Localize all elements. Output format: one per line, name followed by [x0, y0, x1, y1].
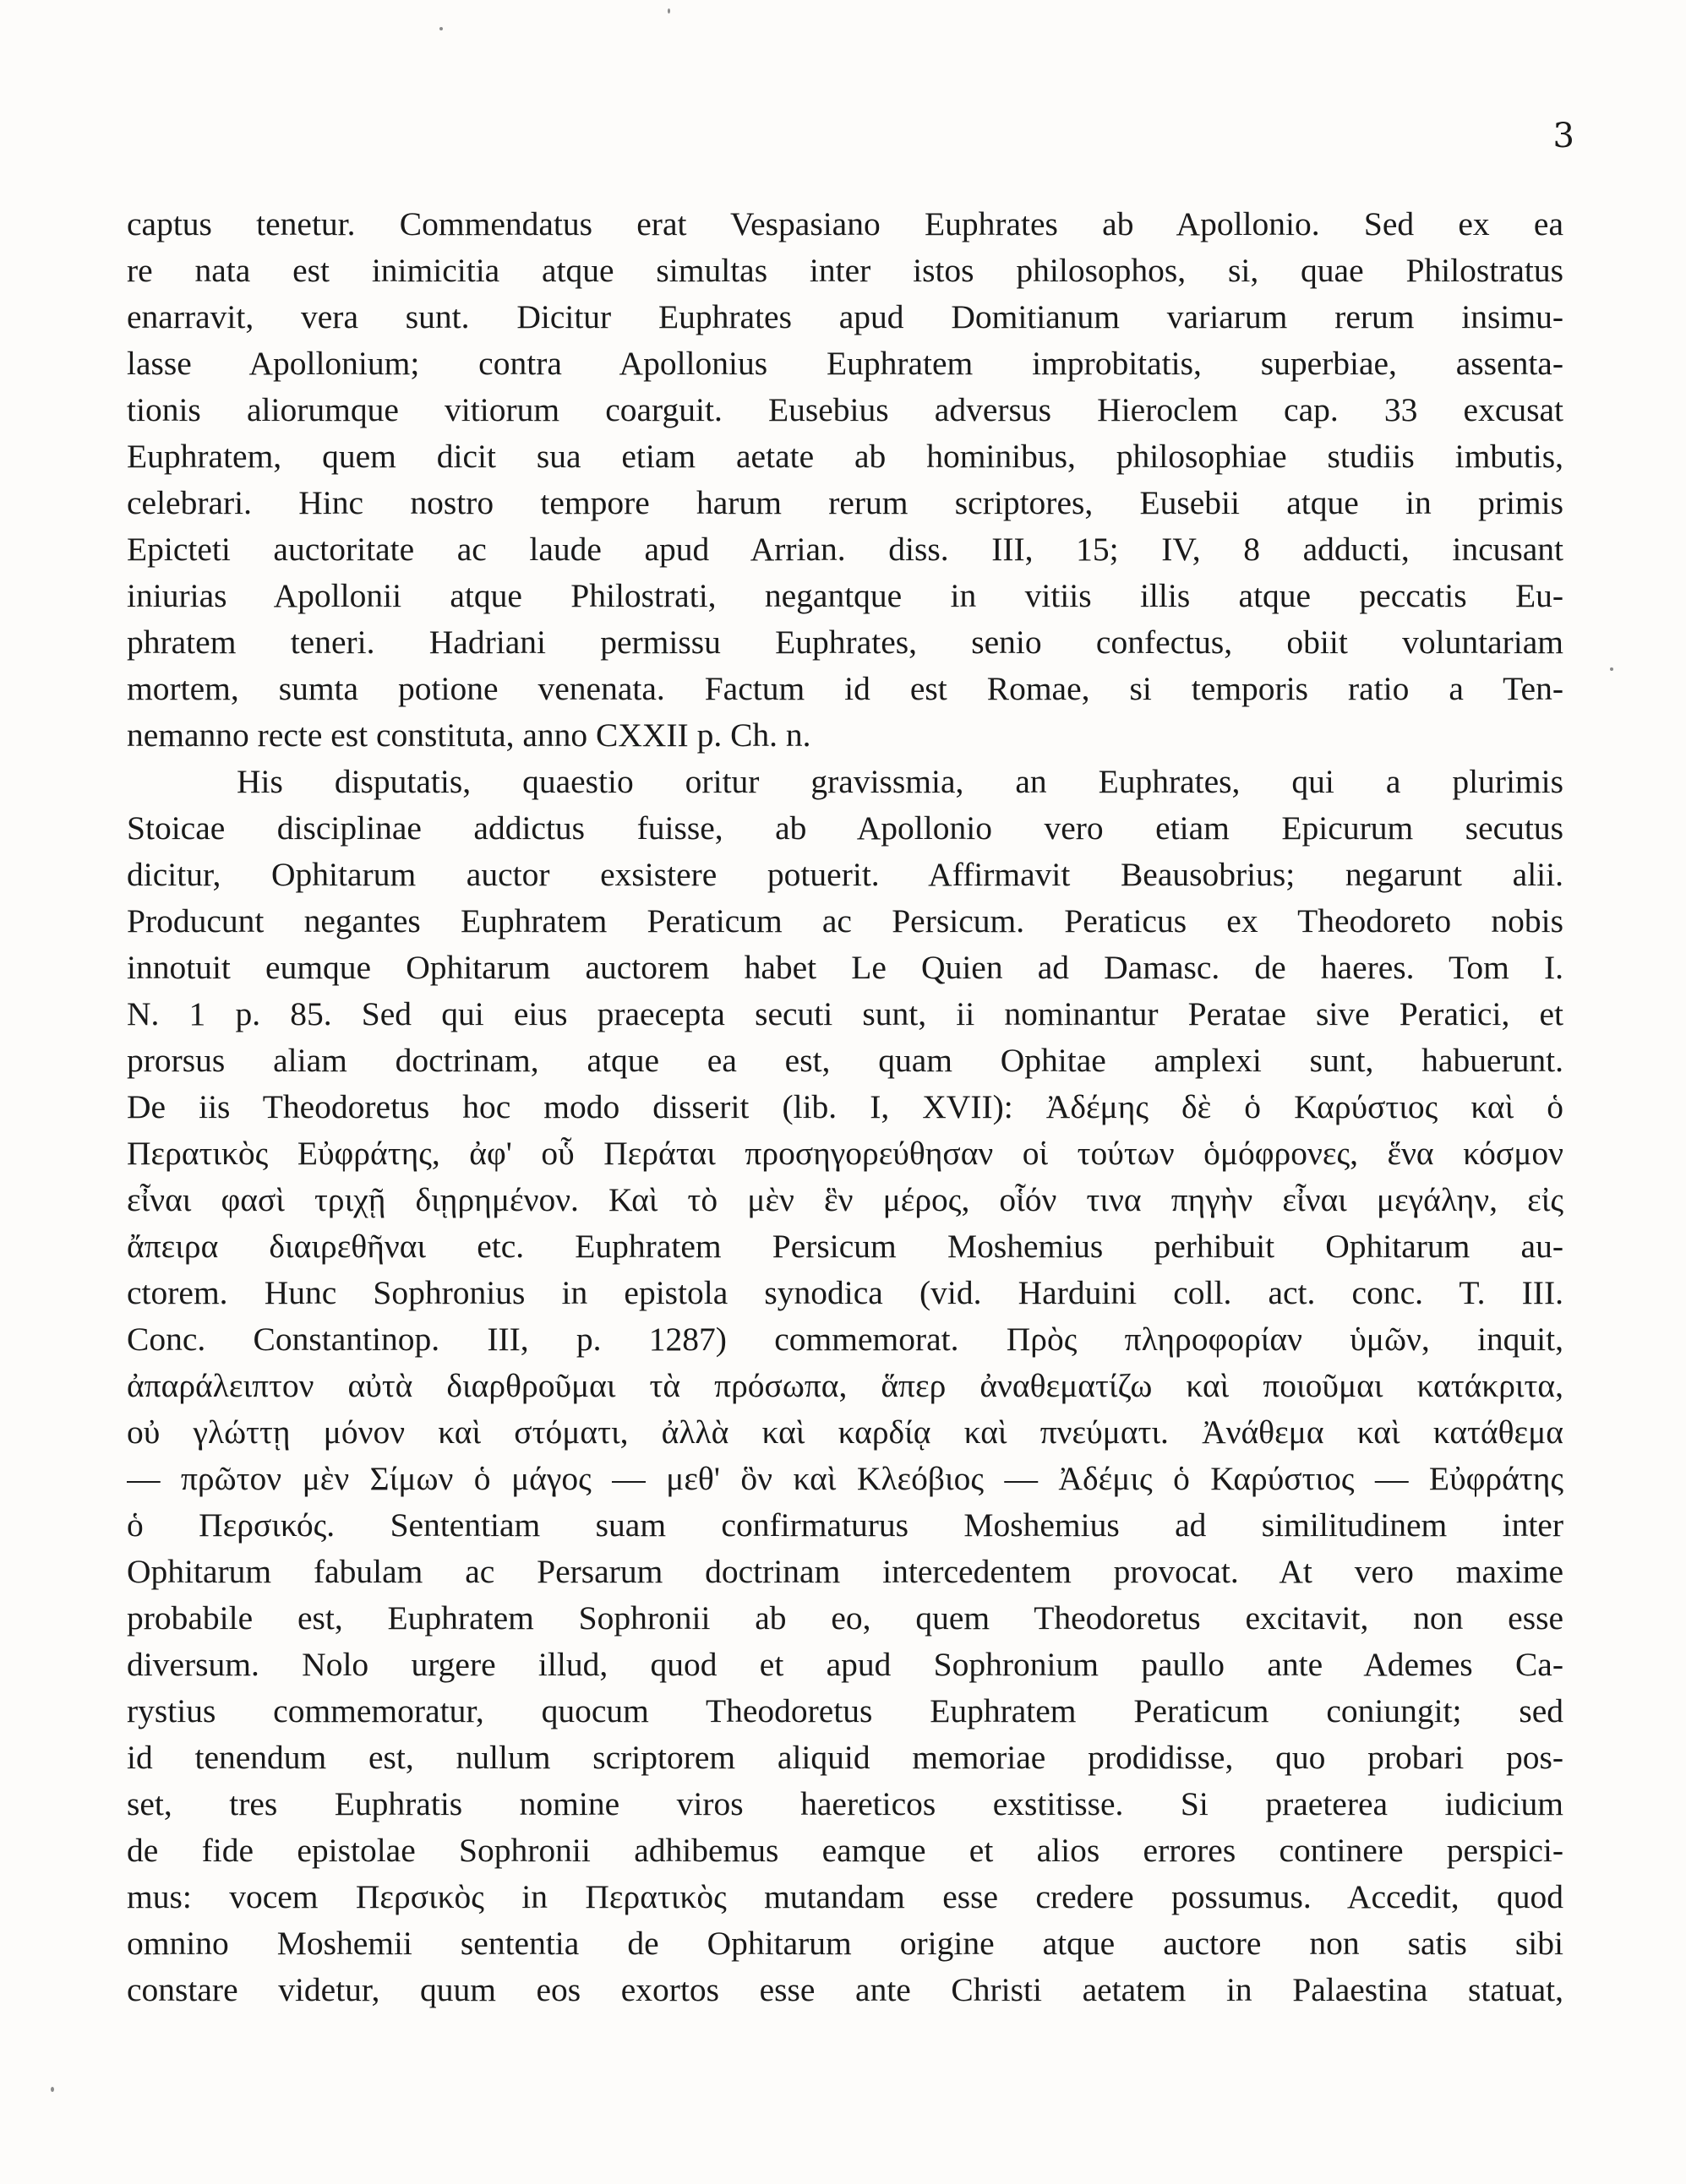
paper-speck [668, 8, 670, 14]
text-line: tionis aliorumque vitiorum coarguit. Eusebius adversus Hieroclem cap. 33 excusat [127, 391, 1563, 428]
text-line: Epicteti auctoritate ac laude apud Arrian. diss. III, 15; IV, 8 adducti, incusant [127, 531, 1563, 568]
text-line: phratem teneri. Hadriani permissu Euphrates, senio confectus, obiit voluntariam [127, 624, 1563, 661]
paragraph-end-line: nemanno recte est constituta, anno CXXII p. Ch. n. [127, 716, 811, 754]
text-line: constare videtur, quum eos exortos esse ante Christi aetatem in Palaestina statuat, [127, 1971, 1563, 2008]
text-line: ὁ Περσικός. Sententiam suam confirmaturus Moshemius ad similitudinem inter [127, 1506, 1563, 1544]
page-number: 3 [1552, 117, 1574, 155]
paper-speck [1610, 667, 1613, 671]
text-line: set, tres Euphratis nomine viros haereticos exstitisse. Si praeterea iudicium [127, 1785, 1563, 1822]
text-line: probabile est, Euphratem Sophronii ab eo, quem Theodoretus excitavit, non esse [127, 1599, 1563, 1637]
text-line: De iis Theodoretus hoc modo disserit (lib. I, XVII): Ἀδέμης δὲ ὁ Καρύστιος καὶ ὁ [127, 1088, 1563, 1125]
text-line: ἄπειρα διαιρεθῆναι etc. Euphratem Persicum Moshemius perhibuit Ophitarum au- [127, 1228, 1563, 1265]
text-line: re nata est inimicitia atque simultas inter istos philosophos, si, quae Philostratus [127, 252, 1563, 289]
text-line: diversum. Nolo urgere illud, quod et apud Sophronium paullo ante Ademes Ca- [127, 1646, 1563, 1683]
greek-line: εἶναι φασὶ τριχῇ διῃρημένον. Καὶ τὸ μὲν ἓν μέρος, οἷόν τινα πηγὴν εἶναι μεγάλην, εἰς [127, 1181, 1563, 1218]
text-line: mortem, sumta potione venenata. Factum id est Romae, si temporis ratio a Ten- [127, 670, 1563, 707]
text-line: N. 1 p. 85. Sed qui eius praecepta secuti sunt, ii nominantur Peratae sive Peratici, et [127, 995, 1563, 1032]
paper-speck [439, 27, 443, 30]
text-line: iniurias Apollonii atque Philostrati, negantque in vitiis illis atque peccatis Eu- [127, 577, 1563, 614]
paper-speck [51, 2087, 54, 2092]
greek-line: Περατικὸς Εὐφράτης, ἀφ' οὗ Περάται προσηγορεύθησαν οἱ τούτων ὁμόφρονες, ἕνα κόσμον [127, 1135, 1563, 1172]
text-line: Producunt negantes Euphratem Peraticum ac Persicum. Peraticus ex Theodoreto nobis [127, 902, 1563, 940]
text-line: mus: vocem Περσικὸς in Περατικὸς mutandam esse credere possumus. Accedit, quod [127, 1878, 1563, 1915]
text-line: ctorem. Hunc Sophronius in epistola synodica (vid. Harduini coll. act. conc. T. III. [127, 1274, 1563, 1311]
body-text [127, 201, 1563, 2013]
text-line: Stoicae disciplinae addictus fuisse, ab Apollonio vero etiam Epicurum secutus [127, 809, 1563, 847]
text-line: dicitur, Ophitarum auctor exsistere potuerit. Affirmavit Beausobrius; negarunt alii. [127, 856, 1563, 893]
text-line: Euphratem, quem dicit sua etiam aetate ab hominibus, philosophiae studiis imbutis, [127, 438, 1563, 475]
paragraph-start-line: His disputatis, quaestio oritur gravissmia, an Euphrates, qui a plurimis [237, 763, 1563, 800]
text-line: Ophitarum fabulam ac Persarum doctrinam intercedentem provocat. At vero maxime [127, 1553, 1563, 1590]
text-line: lasse Apollonium; contra Apollonius Euphratem improbitatis, superbiae, assenta- [127, 345, 1563, 382]
text-line: Conc. Constantinop. III, p. 1287) commemorat. Πρὸς πληροφορίαν ὑμῶν, inquit, [127, 1321, 1563, 1358]
text-line: de fide epistolae Sophronii adhibemus eamque et alios errores continere perspici- [127, 1832, 1563, 1869]
text-line: innotuit eumque Ophitarum auctorem habet Le Quien ad Damasc. de haeres. Tom I. [127, 949, 1563, 986]
text-line: enarravit, vera sunt. Dicitur Euphrates apud Domitianum variarum rerum insimu- [127, 298, 1563, 335]
greek-line: — πρῶτον μὲν Σίμων ὁ μάγος — μεθ' ὃν καὶ Κλεόβιος — Ἀδέμις ὁ Καρύστιος — Εὐφράτης [127, 1460, 1563, 1497]
greek-line: οὐ γλώττῃ μόνον καὶ στόματι, ἀλλὰ καὶ καρδίᾳ καὶ πνεύματι. Ἀνάθεμα καὶ κατάθεμα [127, 1413, 1563, 1451]
text-line: rystius commemoratur, quocum Theodoretus Euphratem Peraticum coniungit; sed [127, 1692, 1563, 1729]
text-line: omnino Moshemii sententia de Ophitarum origine atque auctore non satis sibi [127, 1925, 1563, 1962]
text-line: captus tenetur. Commendatus erat Vespasiano Euphrates ab Apollonio. Sed ex ea [127, 205, 1563, 242]
text-line: celebrari. Hinc nostro tempore harum rerum scriptores, Eusebii atque in primis [127, 484, 1563, 521]
greek-line: ἀπαράλειπτον αὐτὰ διαρθροῦμαι τὰ πρόσωπα, ἅπερ ἀναθεματίζω καὶ ποιοῦμαι κατάκριτα, [127, 1367, 1563, 1404]
text-line: prorsus aliam doctrinam, atque ea est, quam Ophitae amplexi sunt, habuerunt. [127, 1042, 1563, 1079]
text-line: id tenendum est, nullum scriptorem aliquid memoriae prodidisse, quo probari pos- [127, 1739, 1563, 1776]
